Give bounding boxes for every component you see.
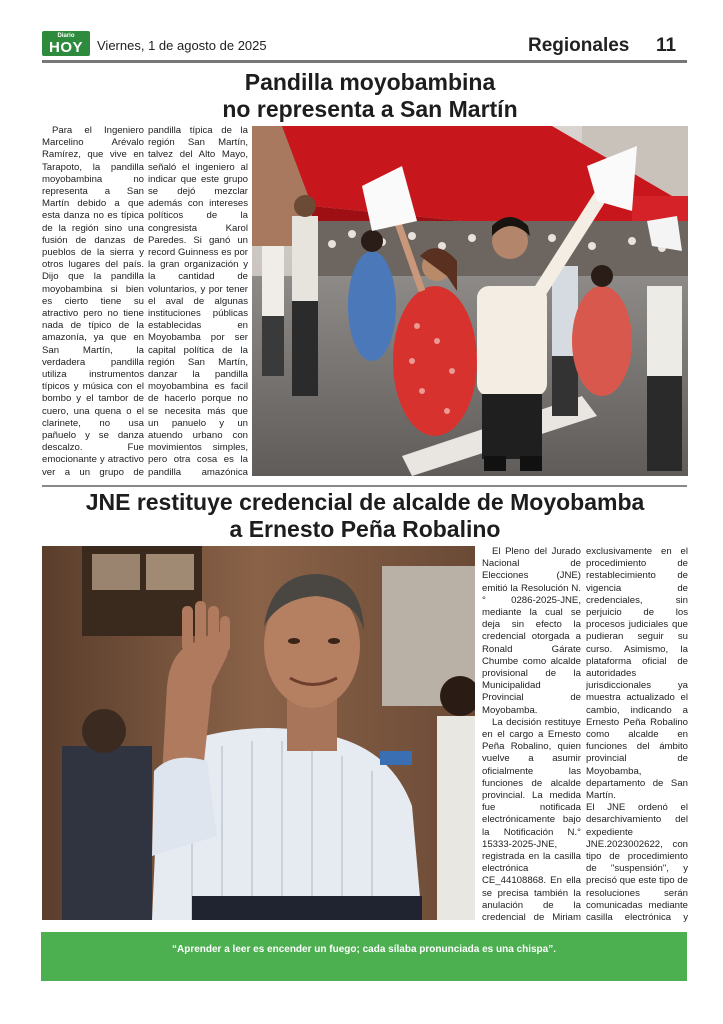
article2-headline <box>60 489 670 543</box>
page-number: 11 <box>656 35 677 56</box>
mayor-photo-illustration <box>42 546 475 920</box>
article2-paragraph: El Pleno del Jurado Nacional de Elecciones (JNE) emitió la Resolución N.° 0286-2025-JNE, mediante la cual se deja sin efecto la credencial otorgada a Ronald Gárate Chumbe como alcalde provisional de la Municipalidad Provincial de Moyobamba. <box>482 546 581 716</box>
article2-column-2 <box>586 546 688 924</box>
article1-paragraph: pandilla típica de la región San Martín, talvez del Alto Mayo, señaló el ingeniero al indicar que este grupo se dejó mezclar además con intereses políticos de la congresista Karol Paredes. Si ganó un record Guinness es por la gran organización y la cantidad de voluntarios, y por tener el aval de algunas instituciones públicas establecidas en Moyobamba por ser capital política de la región San Martín, danzar la pandilla moyobambina es facil de hacerlo porque no se necesita más que un panuelo y un atuendo urbano con movimientos simples, pero otra cosa es la pandilla amazónica <box>148 125 248 477</box>
article2-paragraph: exclusivamente en el procedimiento de restablecimiento de vigencia de credenciales, sin perjuicio de los procesos judiciales que pudieran seguir su curso. Asimismo, la plataforma oficial de autoridades jurisdiccionales ya muestra actualizado el cambio, indicando a Ernesto Peña Robalino como alcalde en funciones del ámbito provincial de Moyobamba, departamento de San Martín. <box>586 546 688 802</box>
article1-headline-line1: Pandilla moyobambina <box>244 69 496 95</box>
header-divider <box>42 60 687 63</box>
dance-photo-illustration <box>252 126 688 476</box>
article2-column-1 <box>482 546 581 924</box>
article2-headline-line1: JNE restituye credencial de alcalde de Moyobamba <box>85 489 645 515</box>
quote-text: “Aprender a leer es encender un fuego; cada sílaba pronunciada es una chispa”. <box>171 944 556 955</box>
mayor-photo <box>42 546 475 920</box>
issue-date: Viernes, 1 de agosto de 2025 <box>97 38 267 53</box>
logo-main-text: HOY <box>48 39 83 56</box>
article1-column-1 <box>42 125 144 477</box>
logo-small-text: Diario <box>57 33 75 39</box>
article1-headline-line2: no representa a San Martín <box>222 96 518 122</box>
article2-paragraph: El JNE ordenó el desarchivamiento del expediente JNE.2023002622, con tipo de procedimiento de "suspensión", y precisó que este tipo de resoluciones serán comunicadas mediante casilla electrónica y <box>586 802 688 924</box>
section-name: Regionales <box>528 35 630 56</box>
article1-paragraph: Para el Ingeniero Marcelino Arévalo Ramírez, que vive en Tarapoto, la pandilla moyobambina no representa a San Martín debido a que esta danza no es típica de la región sino una fusión de danzas de pueblos de la sierra y otros lugares del país. Dijo que la pandilla moyobambina si bien es cierto tiene su atractivo pero no tiene nada de típico de la amazonía, ya que en San Martín, la verdadera pandilla utiliza instrumentos típicos y música con el bombo y el tambor de cuero, una quena o el clarinete, no usa pañuelo y se danza descalzo. Fue emocionante y atractivo ver a un grupo de <box>42 125 144 477</box>
article2-headline-line2: a Ernesto Peña Robalino <box>229 516 501 542</box>
article-divider <box>42 485 687 487</box>
newspaper-logo <box>42 31 90 56</box>
quote-banner <box>41 932 687 981</box>
dance-photo <box>252 126 688 476</box>
article2-paragraph: La decisión restituye en el cargo a Ernesto Peña Robalino, quien vuelve a asumir oficialmente las funciones de alcalde provincial. La medida fue notificada electrónicamente bajo la Notificación N.° 15333-2025-JNE, registrada en la casilla electrónica CE_44108868. En ella se precisa también la anulación de la credencial de Miriam <box>482 716 581 924</box>
article1-headline <box>160 69 580 123</box>
article1-column-2 <box>148 125 248 477</box>
